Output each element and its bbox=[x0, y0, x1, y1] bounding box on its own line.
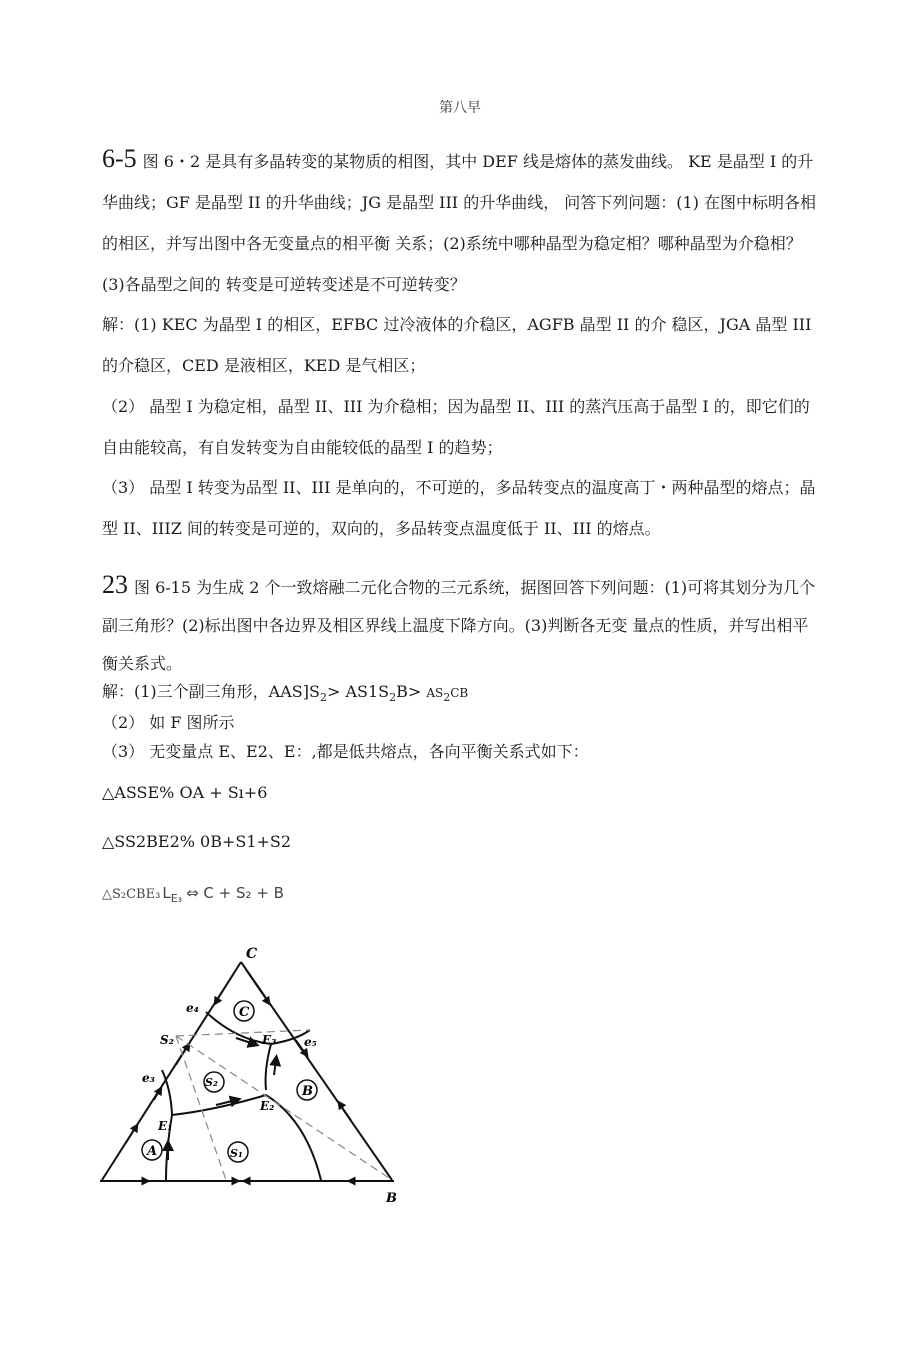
question-number: 23 bbox=[102, 570, 128, 599]
region-s2-label: S₂ bbox=[205, 1076, 218, 1089]
point-E2-label: E₂ bbox=[260, 1099, 275, 1113]
answer-6-5-part3 bbox=[102, 467, 822, 549]
answer-text: AS bbox=[426, 686, 444, 700]
equation-text: △ASSE% OA + Sı+6 bbox=[102, 783, 268, 802]
answer-23-part2 bbox=[102, 708, 822, 738]
answer-23-part3 bbox=[102, 737, 822, 767]
answer-text: （2） 如 F 图所示 bbox=[102, 713, 235, 732]
point-e5-label: e₅ bbox=[304, 1035, 317, 1049]
region-s1-label: S₁ bbox=[230, 1147, 243, 1160]
equation-2 bbox=[102, 827, 822, 857]
answer-text: （3） 品型 I 转变为品型 II、III 是单向的，不可逆的，多品转变点的温度高丁・两种晶型的熔点；晶型 II、IIIZ 间的转变是可逆的，双向的，多品转变点温度低于 II、III 的熔点。 bbox=[102, 478, 816, 538]
answer-text: B> bbox=[396, 682, 427, 701]
question-number: 6-5 bbox=[102, 144, 137, 173]
point-E1-label: E₁ bbox=[158, 1119, 173, 1133]
answer-text: 解：(1) KEC 为晶型 I 的相区，EFBC 过冷液体的介稳区，AGFB 晶型 II 的介 稳区，JGA 晶型 III 的介稳区，CED 是液相区，KED 是气相区； bbox=[102, 315, 812, 375]
vertex-c-label: C bbox=[246, 946, 258, 962]
region-b-label: B bbox=[302, 1084, 313, 1099]
answer-6-5-part1 bbox=[102, 304, 822, 386]
question-6-5 bbox=[102, 138, 822, 305]
question-text: 图 6-15 为生成 2 个一致熔融二元化合物的三元系统，据图回答下列问题：(1)可将其划分为几个副三角形？(2)标出图中各边界及相区界线上温度下降方向。(3)判断各无变 量点的性质，并写出相平衡关系式。 bbox=[102, 578, 816, 673]
region-a-label: A bbox=[147, 1144, 158, 1159]
point-e4-label: e₄ bbox=[186, 1001, 199, 1015]
equation-formula: L bbox=[162, 884, 171, 902]
equation-1 bbox=[102, 778, 822, 808]
question-23 bbox=[102, 566, 822, 683]
question-text: 图 6・2 是具有多晶转变的某物质的相图，其中 DEF 线是熔体的蒸发曲线。 KE 是晶型 I 的升华曲线；GF 是晶型 II 的升华曲线；JG 是晶型 III 的升华曲线， 问答下列问题：(1) 在图中标明各相的相区，并写出图中各无变量点的相平衡 关系；(2)系统中哪种晶型为稳定相？哪种晶型为介稳相？ (3)各晶型之间的 转变是可逆转变述是不可逆转变？ bbox=[102, 152, 817, 294]
point-e3-label: e₃ bbox=[142, 1071, 155, 1085]
vertex-b-label: B bbox=[386, 1191, 397, 1205]
answer-6-5-part2 bbox=[102, 386, 822, 468]
point-s2-label: S₂ bbox=[160, 1033, 174, 1047]
region-c-label: C bbox=[239, 1005, 250, 1020]
equation-rhs: ⇔ C + S₂ + B bbox=[186, 884, 284, 902]
answer-text: （2） 晶型 I 为稳定相，晶型 II、III 为介稳相；因为晶型 II、III 的蒸汽压高于晶型 I 的，即它们的自由能较高，有自发转变为自由能较低的晶型 I 的趋势； bbox=[102, 397, 810, 457]
answer-text: 解：(1)三个副三角形，AAS]S bbox=[102, 682, 320, 701]
equation-label: △S₂CBE₃ bbox=[102, 887, 161, 902]
tie-lines bbox=[176, 1030, 392, 1180]
page-header: 第八早 bbox=[439, 100, 481, 116]
answer-23-part1: 解：(1)三个副三角形，$AAS]S_2> AS1S_2B> AS_2CB$ bbox=[102, 682, 469, 705]
answer-text: > AS1S bbox=[326, 682, 390, 701]
ternary-phase-diagram bbox=[96, 940, 406, 1205]
equation-3: △S₂CBE₃ $L_{E_3}$ ⇔ C + S₂ + B bbox=[102, 884, 284, 906]
equation-text: △SS2BE2% 0B+S1+S2 bbox=[102, 832, 292, 851]
answer-text: CB bbox=[450, 686, 469, 700]
answer-text: （3） 无变量点 E、E2、E：,都是低共熔点，各向平衡关系式如下： bbox=[102, 742, 589, 761]
point-E3-label: E₃ bbox=[262, 1033, 277, 1047]
